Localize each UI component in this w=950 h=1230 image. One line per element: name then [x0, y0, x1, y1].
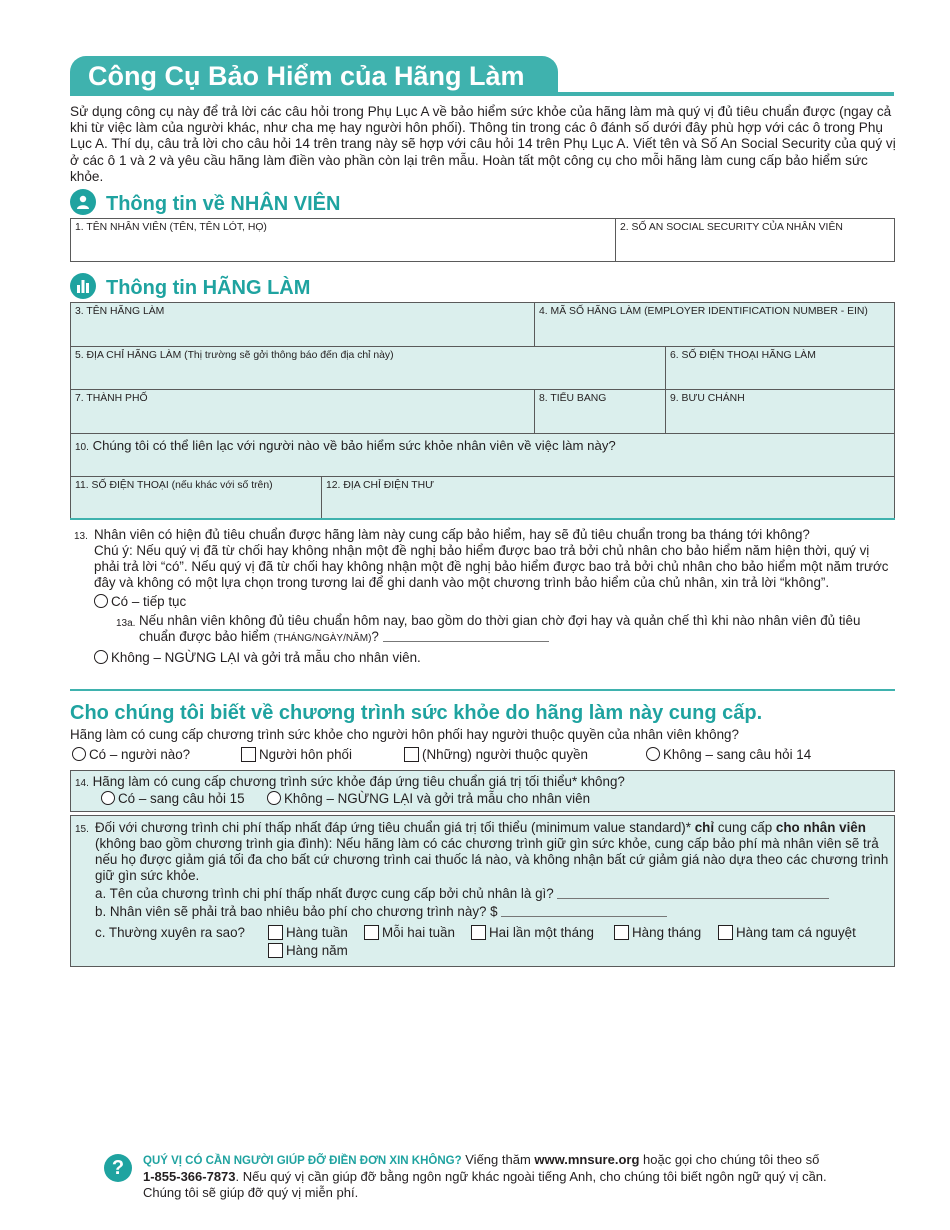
q15-text-3: (không bao gồm chương trình gia đình): Nếu hãng làm có các chương trình giữ gìn sức khỏe, cung cấp bảo phí mà nhân viên sẽ trả nếu họ được giảm giá tối đa cho bất cứ chương trình cai thuốc lá nào, và không nhận bất cứ giảm giá nào dựa theo các chương trình giữ gìn sức khỏe. — [95, 836, 889, 883]
q13-bottom-rule — [70, 689, 895, 691]
spouse-label: Người hôn phối — [259, 747, 352, 762]
intro-paragraph: Sử dụng công cụ này để trả lời các câu hỏi trong Phụ Lục A về bảo hiểm sức khỏe của hãng làm mà quý vị đủ tiêu chuẩn được (ngay cả khi từ việc làm của người khác, như cha mẹ hay người hôn phối). Thông tin trong các ô đánh số dưới đây phù hợp với các ô trong Phụ Lục A. Thí dụ, câu trả lời cho câu hỏi 14 trên trang này sẽ hợp với câu hỏi 14 trên Phụ Lục A. Viết tên và Số An Social Security của quý vị ở các ô 1 và 2 và yêu cầu hãng làm điền vào phần còn lại trên mẫu. Hoàn tất một công cụ cho mỗi hãng làm cung cấp bảo hiểm sức khỏe. — [70, 104, 896, 184]
q13a-date-input[interactable] — [383, 641, 549, 642]
field-zip[interactable] — [666, 390, 894, 434]
freq-yearly-label: Hàng năm — [286, 943, 348, 958]
plan-opt-yes-label: Có – người nào? — [89, 747, 191, 762]
q15-bold-employee: cho nhân viên — [775, 820, 866, 835]
title-tab — [70, 56, 558, 96]
freq-semimonthly[interactable] — [471, 925, 594, 941]
q14-no-radio[interactable] — [267, 791, 281, 805]
q13-note: Chú ý: Nếu quý vị đã từ chối hay không nhận một đề nghị bảo hiểm được bao trả bởi chủ nhân cho bảo hiểm năm hiện thời, quý vị phải trả lời “có”. Nếu quý vị đã từ chối hay không nhận một đề nghị bảo hiểm được bao trả bởi chủ nhân cho bảo hiểm một năm trước đây và không có một lựa chọn trong tương lai để ghi danh vào một chương trình bảo hiểm của chủ nhân, xin trả lời “không”. — [94, 543, 889, 590]
q14-no-label: Không – NGỪNG LẠI và gởi trả mẫu cho nhân viên — [284, 791, 591, 806]
field-4-label: 4. MÃ SỐ HÃNG LÀM (EMPLOYER IDENTIFICATION NUMBER - EIN) — [539, 306, 868, 317]
freq-monthly-checkbox[interactable] — [614, 925, 629, 940]
q13-no-radio[interactable] — [94, 650, 108, 664]
field-employer-name[interactable] — [71, 303, 535, 347]
freq-weekly-label: Hàng tuần — [286, 925, 348, 940]
q15-box — [70, 815, 895, 967]
freq-quarterly-checkbox[interactable] — [718, 925, 733, 940]
q13a-date-format: (THÁNG/NGÀY/NĂM) — [273, 633, 372, 644]
plan-opt-spouse[interactable] — [241, 747, 352, 763]
dependents-label: (Những) người thuộc quyền — [422, 747, 588, 762]
building-icon — [70, 273, 96, 299]
q13-block — [74, 527, 892, 666]
freq-semimonthly-checkbox[interactable] — [471, 925, 486, 940]
plan-section-heading: Cho chúng tôi biết về chương trình sức khỏe do hãng làm này cung cấp. — [70, 702, 763, 724]
q13-top-rule — [70, 518, 895, 520]
q14-yes-label: Có – sang câu hỏi 15 — [118, 791, 245, 806]
q14-number: 14. — [75, 778, 89, 789]
q14-no-option[interactable] — [267, 791, 590, 807]
plan-opt-yes-radio[interactable] — [72, 747, 86, 761]
q15-bold-only: chỉ — [694, 820, 715, 835]
freq-semimonthly-label: Hai lần một tháng — [489, 925, 594, 940]
q15-text-2: cung cấp — [717, 820, 773, 835]
help-text-2: hoặc gọi cho chúng tôi theo số — [643, 1152, 820, 1167]
title-rule — [70, 92, 894, 96]
plan-opt-yes[interactable] — [72, 747, 190, 763]
help-text-3: . Nếu quý vị cần giúp đỡ bằng ngôn ngữ khác ngoài tiếng Anh, cho chúng tôi biết ngôn ngữ quý vị cần. Chúng tôi sẽ giúp đỡ quý vị miễn phí. — [143, 1169, 827, 1200]
employer-section-heading — [70, 273, 310, 300]
page-title: Công Cụ Bảo Hiểm của Hãng Làm — [88, 61, 525, 91]
freq-biweekly-checkbox[interactable] — [364, 925, 379, 940]
q13-yes-radio[interactable] — [94, 594, 108, 608]
help-text-1: Viếng thăm — [465, 1152, 531, 1167]
field-email[interactable] — [322, 477, 894, 518]
dependents-checkbox[interactable] — [404, 747, 419, 762]
employee-heading-text: Thông tin về NHÂN VIÊN — [106, 193, 341, 215]
employee-section-heading — [70, 189, 340, 216]
field-11-label: 11. SỐ ĐIỆN THOẠI (nếu khác với số trên) — [75, 480, 273, 491]
q13-number: 13. — [74, 531, 88, 542]
q14-yes-option[interactable] — [101, 791, 245, 807]
field-employer-phone[interactable] — [666, 347, 894, 390]
field-employee-ssn[interactable] — [616, 219, 894, 261]
freq-weekly-checkbox[interactable] — [268, 925, 283, 940]
person-icon — [70, 189, 96, 215]
plan-opt-no[interactable] — [646, 747, 811, 763]
q15c-label: c. Thường xuyên ra sao? — [95, 925, 245, 940]
field-7-label: 7. THÀNH PHỐ — [75, 393, 148, 404]
q14-yes-radio[interactable] — [101, 791, 115, 805]
q13-no-label: Không – NGỪNG LẠI và gởi trả mẫu cho nhân viên. — [111, 650, 421, 665]
field-9-label: 9. BƯU CHÁNH — [670, 393, 745, 404]
field-employee-name[interactable] — [71, 219, 616, 261]
freq-yearly[interactable] — [268, 943, 348, 959]
help-icon: ? — [104, 1154, 132, 1182]
freq-biweekly[interactable] — [364, 925, 455, 941]
plan-opt-dependents[interactable] — [404, 747, 588, 763]
q13a-question-mark: ? — [371, 629, 379, 644]
q13-yes-option[interactable] — [74, 594, 892, 610]
help-website-link[interactable]: www.mnsure.org — [534, 1152, 640, 1167]
field-5-label: 5. ĐỊA CHỈ HÃNG LÀM (Thị trường sẽ gởi thông báo đến địa chỉ này) — [75, 350, 394, 361]
field-employer-address[interactable] — [71, 347, 666, 390]
field-10-label: Chúng tôi có thể liên lạc với người nào về bảo hiểm sức khỏe nhân viên về việc làm này? — [92, 438, 616, 453]
premium-input[interactable] — [501, 916, 667, 917]
employer-box — [70, 302, 895, 519]
field-2-label: 2. SỐ AN SOCIAL SECURITY CỦA NHÂN VIÊN — [620, 222, 843, 233]
field-ein[interactable] — [535, 303, 894, 347]
q14-text: Hãng làm có cung cấp chương trình sức khỏe đáp ứng tiêu chuẩn giá trị tối thiểu* không? — [92, 774, 625, 789]
spouse-checkbox[interactable] — [241, 747, 256, 762]
field-contact-person[interactable] — [71, 434, 894, 477]
freq-monthly[interactable] — [614, 925, 701, 941]
field-1-label: 1. TÊN NHÂN VIÊN (TÊN, TÊN LÓT, HỌ) — [75, 222, 267, 233]
q15a-label: a. Tên của chương trình chi phí thấp nhất được cung cấp bởi chủ nhân là gì? — [95, 886, 554, 901]
field-city[interactable] — [71, 390, 535, 434]
q13a-number: 13a. — [116, 618, 136, 629]
q13a-text: Nếu nhân viên không đủ tiêu chuẩn hôm nay, bao gồm do thời gian chờ đợi hay và quản chế thì khi nào nhân viên đủ tiêu chuẩn được bảo hiểm — [139, 613, 861, 644]
freq-weekly[interactable] — [268, 925, 348, 941]
freq-biweekly-label: Mỗi hai tuần — [382, 925, 455, 940]
field-state[interactable] — [535, 390, 666, 434]
freq-monthly-label: Hàng tháng — [632, 925, 702, 940]
field-3-label: 3. TÊN HÃNG LÀM — [75, 306, 165, 317]
freq-quarterly[interactable] — [718, 925, 856, 941]
freq-quarterly-label: Hàng tam cá nguyệt — [736, 925, 856, 940]
q13-yes-label: Có – tiếp tục — [111, 594, 187, 609]
plan-opt-no-radio[interactable] — [646, 747, 660, 761]
q13-text: Nhân viên có hiện đủ tiêu chuẩn được hãng làm này cung cấp bảo hiểm, hay sẽ đủ tiêu chuẩn trong ba tháng tới không? — [94, 527, 810, 542]
employee-box — [70, 218, 895, 262]
dependents-question: Hãng làm có cung cấp chương trình sức khỏe cho người hôn phối hay người thuộc quyền của nhân viên không? — [70, 727, 739, 742]
plan-name-input[interactable] — [557, 898, 829, 899]
field-10-number: 10. — [75, 442, 89, 453]
plan-opt-no-label: Không – sang câu hỏi 14 — [663, 747, 812, 762]
freq-yearly-checkbox[interactable] — [268, 943, 283, 958]
q15-text-1: Đối với chương trình chi phí thấp nhất đáp ứng tiêu chuẩn giá trị tối thiểu (minimum value standard)* — [95, 820, 691, 835]
help-text — [143, 1152, 833, 1201]
help-lead: QUÝ VỊ CÓ CẦN NGƯỜI GIÚP ĐỠ ĐIỀN ĐƠN XIN KHÔNG? — [143, 1155, 462, 1167]
q15b-label: b. Nhân viên sẽ phải trả bao nhiêu bảo phí cho chương trình này? $ — [95, 904, 498, 919]
employer-heading-text: Thông tin HÃNG LÀM — [106, 277, 311, 299]
field-alt-phone[interactable] — [71, 477, 322, 518]
field-8-label: 8. TIỂU BANG — [539, 393, 607, 404]
q13-no-option[interactable] — [74, 650, 892, 666]
q15-number: 15. — [75, 824, 89, 835]
q14-box — [70, 770, 895, 812]
help-phone[interactable]: 1-855-366-7873 — [143, 1169, 236, 1184]
field-6-label: 6. SỐ ĐIỆN THOẠI HÃNG LÀM — [670, 350, 816, 361]
field-12-label: 12. ĐỊA CHỈ ĐIỆN THƯ — [326, 480, 434, 491]
